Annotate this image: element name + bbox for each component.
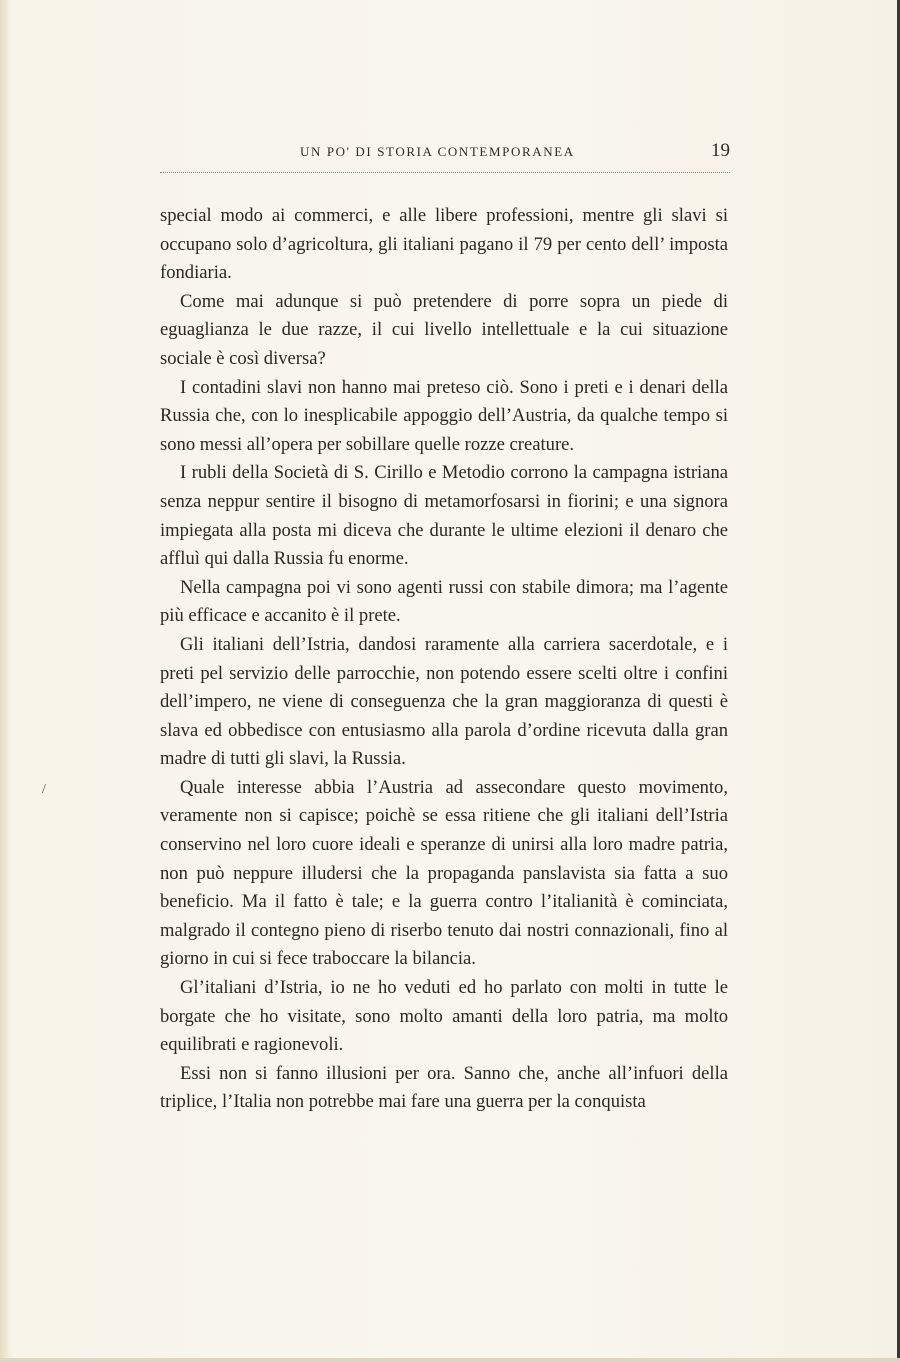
page-gutter-edge xyxy=(0,0,8,1362)
paragraph: Quale interesse abbia l’Austria ad assecondare questo movimento, veramente non si capisce; poichè se essa ritiene che gli italiani dell’Istria conservino nel loro cuore ideali e speranze di unirsi alla loro madre patria, non può neppure illudersi che la propaganda panslavista sia fatta a suo beneficio. Ma il fatto è tale; e la guerra contro l’italianità è cominciata, malgrado il contegno pieno di riserbo tenuto dai nostri connazionali, fino al giorno in cui si fece traboccare la bilancia. xyxy=(160,776,728,970)
paragraph-continued: special modo ai commerci, e alle libere professioni, mentre gli slavi si occupano solo d’agricoltura, gli italiani pagano il 79 per cento dell’ imposta fondiaria. xyxy=(160,205,728,284)
body-text xyxy=(160,202,728,1117)
paragraph: Come mai adunque si può pretendere di porre sopra un piede di eguaglianza le due razze, il cui livello intellettuale e la cui situazione sociale è così diversa? xyxy=(160,290,728,369)
paragraph: Gl’italiani d’Istria, io ne ho veduti ed ho parlato con molti in tutte le borgate che ho visitate, sono molto amanti della loro patria, ma molto equilibrati e ragionevoli. xyxy=(160,977,728,1056)
page-number: 19 xyxy=(711,140,730,161)
paragraph: I rubli della Società di S. Cirillo e Metodio corrono la campagna istriana senza neppur sentire il bisogno di metamorfosarsi in fiorini; e una signora impiegata alla posta mi diceva che durante le ultime elezioni il denaro che affluì qui dalla Russia fu enorme. xyxy=(160,462,728,570)
paragraph: I contadini slavi non hanno mai preteso ciò. Sono i preti e i denari della Russia che, con lo inesplicabile appoggio dell’Austria, da qualche tempo si sono messi all’opera per sobillare quelle rozze creature. xyxy=(160,376,728,455)
paragraph: Essi non si fanno illusioni per ora. Sanno che, anche all’infuori della triplice, l’Italia non potrebbe mai fare una guerra per la conquista xyxy=(160,1062,728,1113)
paragraph: Gli italiani dell’Istria, dandosi raramente alla carriera sacerdotale, e i preti pel servizio delle parrocchie, non potendo essere scelti oltre i confini dell’impero, ne viene di conseguenza che la gran maggioranza di questi è slava ed obbedisce con entusiasmo alla parola d’ordine ricevuta dalla gran madre di tutti gli slavi, la Russia. xyxy=(160,633,728,770)
margin-ink-mark: / xyxy=(42,782,46,797)
running-title: UN PO' DI STORIA CONTEMPORANEA xyxy=(300,144,575,159)
paragraph: Nella campagna poi vi sono agenti russi con stabile dimora; ma l’agente più efficace e accanito è il prete. xyxy=(160,576,728,627)
scan-border-bottom xyxy=(0,1358,900,1362)
running-head xyxy=(160,140,730,174)
header-dotted-rule xyxy=(160,172,730,173)
